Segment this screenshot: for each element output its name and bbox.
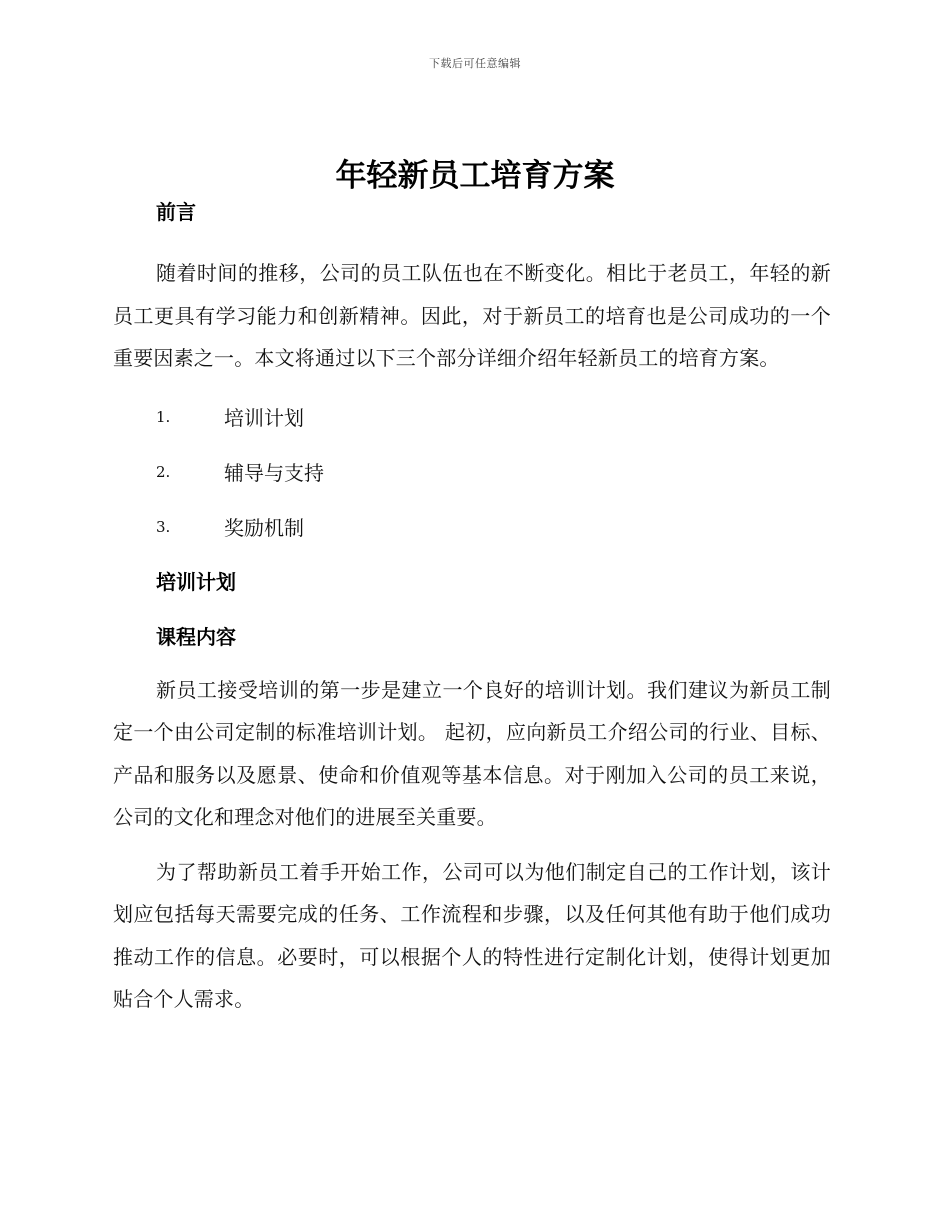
course-content-heading: 课程内容 (156, 624, 236, 649)
list-text: 辅导与支持 (224, 461, 324, 485)
course-paragraph-1: 新员工接受培训的第一步是建立一个良好的培训计划。我们建议为新员工制定一个由公司定制的标准培训计划。 起初，应向新员工介绍公司的行业、目标、产品和服务以及愿景、使命和价值观等基本信息。对于刚加入公司的员工来说，公司的文化和理念对他们的进展至关重要。 (113, 677, 831, 829)
page-header: 下载后可任意编辑 (429, 57, 521, 70)
list-number: 3. (156, 517, 171, 536)
list-item (113, 402, 831, 432)
document-title: 年轻新员工培育方案 (335, 158, 615, 194)
list-item (113, 512, 831, 542)
training-plan-heading: 培训计划 (156, 569, 236, 594)
course-paragraph-2: 为了帮助新员工着手开始工作，公司可以为他们制定自己的工作计划，该计划应包括每天需要完成的任务、工作流程和步骤，以及任何其他有助于他们成功推动工作的信息。必要时，可以根据个人的特性进行定制化计划，使得计划更加贴合个人需求。 (113, 859, 831, 1011)
outline-list (113, 402, 831, 542)
list-item (113, 457, 831, 487)
list-text: 培训计划 (224, 406, 304, 430)
preface-heading: 前言 (156, 200, 196, 224)
list-text: 奖励机制 (224, 516, 304, 540)
list-number: 1. (156, 407, 171, 426)
document-body (113, 197, 831, 1021)
list-number: 2. (156, 462, 171, 481)
preface-paragraph: 随着时间的推移，公司的员工队伍也在不断变化。相比于老员工，年轻的新员工更具有学习能力和创新精神。因此，对于新员工的培育也是公司成功的一个重要因素之一。本文将通过以下三个部分详细介绍年轻新员工的培育方案。 (113, 261, 831, 370)
